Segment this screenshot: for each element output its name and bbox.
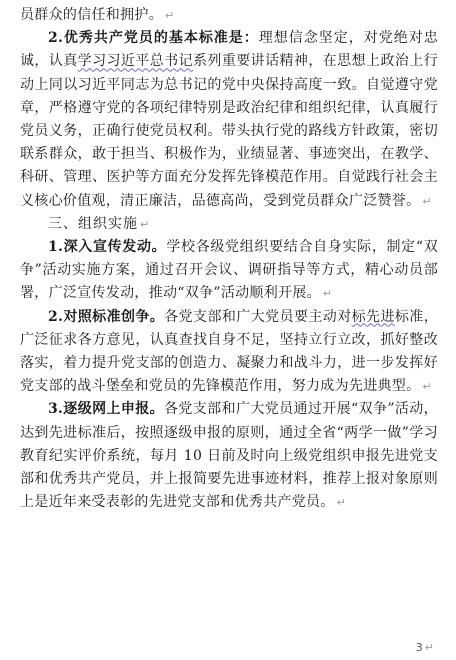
paragraph-member-standard — [20, 27, 438, 213]
paragraph-text: 学校各级党组织要结合自身实际，制定“双争”活动实施方案，通过召开会议、调研指导等方式，精心动员部署，广泛宣传发动，推动“双争”活动顺利开展。 — [20, 239, 438, 302]
page-number-text: 3 — [415, 641, 423, 654]
paragraph-mark-icon: ↵ — [422, 380, 432, 394]
spellcheck-underlined-text: 标先进 — [351, 308, 395, 325]
paragraph-text: 理想信念坚定，对党绝对忠诚，认真 — [20, 30, 438, 70]
paragraph-mark-icon: ↵ — [140, 217, 151, 231]
paragraph-mark-icon: ↵ — [322, 287, 333, 301]
paragraph-text: 标准，广泛征求各方意见，认真查找自身不足，坚持立行立改，抓好整改落实，着力提升党支部的创造力、凝聚力和战斗力，进一步发挥好党支部的战斗堡垒和党员的先锋模范作用，努力成为先进典型。 — [20, 308, 439, 395]
section-heading-text: 三、组织实施 — [48, 215, 138, 232]
paragraph-text: 员群众的信任和拥护。 — [20, 7, 163, 23]
paragraph-mark-icon: ↵ — [424, 641, 434, 654]
paragraph-heading: 1.深入宣传发动。 — [48, 239, 167, 256]
paragraph-mark-icon: ↵ — [165, 9, 175, 22]
page-number — [416, 641, 434, 654]
spellcheck-underlined-text: 学习习近平总书记 — [77, 53, 194, 70]
paragraph-continued — [20, 4, 438, 27]
paragraph-publicity — [20, 236, 438, 306]
paragraph-text: 系列重要讲话精神，在思想上政治上行动上同以习近平同志为总书记的党中央保持高度一致。自觉遵守党章，严格遵守党的各项纪律特别是政治纪律和组织纪律，认真履行党员义务，正确行使党员权利。带头执行党的路线方针政策，密切联系群众，敢于担当、积极作为，业绩显著、事迹突出，在教学、科研、管理、医护等方面充分发挥先锋模范作用。自觉践行社会主义核心价值观，清正廉洁，品德高尚，受到党员群众广泛赞誉。 — [20, 53, 438, 209]
paragraph-text: 各党支部和广大党员要主动对 — [164, 308, 352, 325]
paragraph-heading: 2.对照标准创争。 — [48, 308, 165, 325]
paragraph-mark-icon: ↵ — [422, 194, 432, 208]
paragraph-mark-icon: ↵ — [336, 496, 347, 510]
paragraph-online-report — [20, 398, 438, 514]
section-heading — [20, 213, 438, 236]
paragraph-text: 各党支部和广大党员通过开展“双争”活动，达到先进标准后，按照逐级申报的原则，通过全省“两学一做”学习教育纪实评价系统，每月 10 日前及时向上级党组织申报先进党支部和优秀共产党员，并上报简要先进事迹材料，推荐上报对象原则上是近年来受表彰的先进党支部和优秀共产党员。 — [20, 401, 438, 511]
paragraph-heading: 2.优秀共产党员的基本标准是： — [48, 30, 259, 47]
paragraph-benchmarking — [20, 306, 438, 399]
paragraph-heading: 3.逐级网上申报。 — [48, 401, 165, 418]
document-body — [20, 4, 438, 514]
